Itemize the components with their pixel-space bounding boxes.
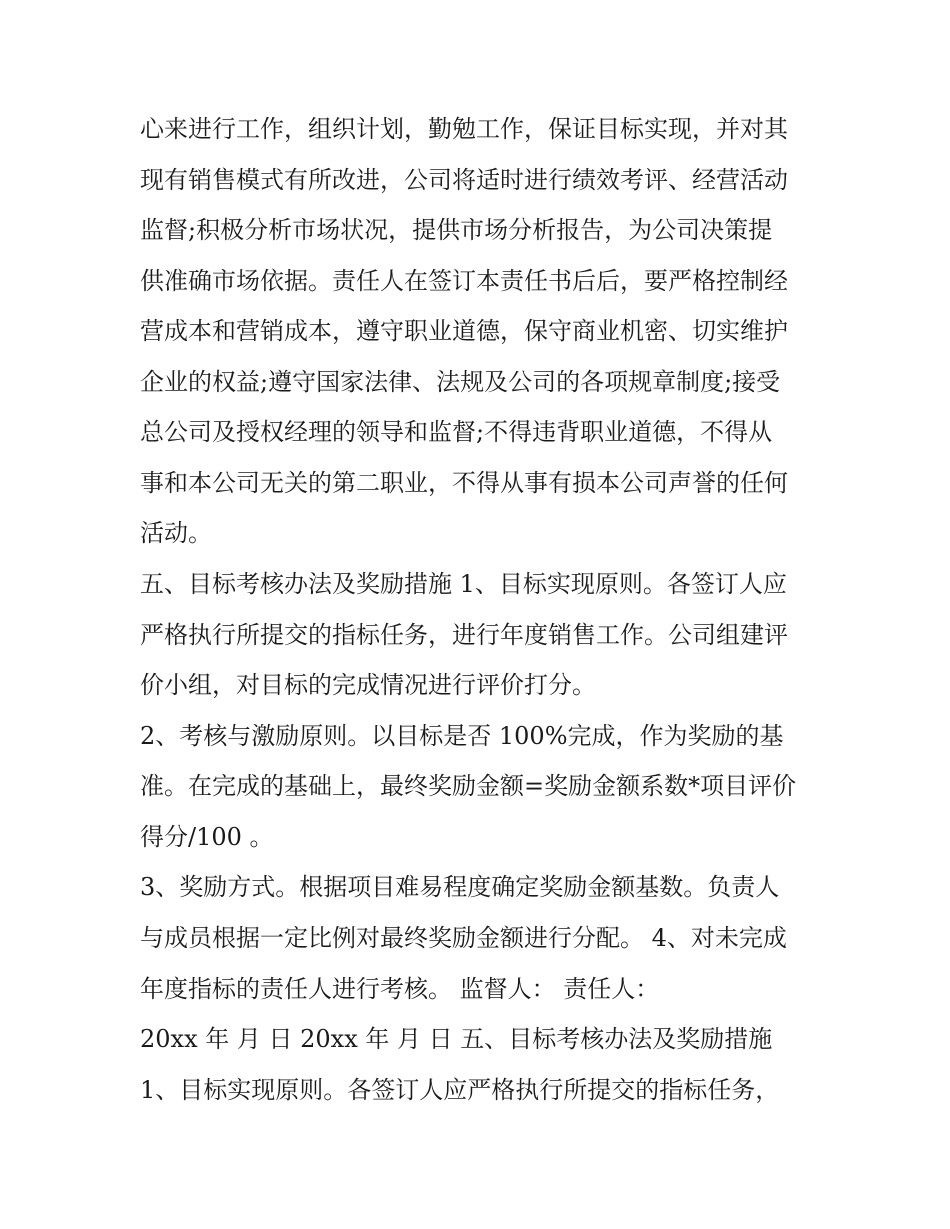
text-line: 现有销售模式有所改进，公司将适时进行绩效考评、经营活动 xyxy=(140,166,788,194)
text-line: 五、目标考核办法及奖励措施 1、目标实现原则。各签订人应 xyxy=(140,570,787,598)
text-line: 供准确市场依据。责任人在签订本责任书后后，要严格控制经 xyxy=(140,267,788,295)
text-line: 总公司及授权经理的领导和监督;不得违背职业道德，不得从 xyxy=(140,418,773,446)
text-line: 监督;积极分析市场状况，提供市场分析报告，为公司决策提 xyxy=(140,216,773,244)
text-line: 与成员根据一定比例对最终奖励金额进行分配。 4、对未完成 xyxy=(140,924,787,952)
text-line: 准。在完成的基础上，最终奖励金额=奖励金额系数*项目评价 xyxy=(140,772,797,800)
text-line: 严格执行所提交的指标任务，进行年度销售工作。公司组建评 xyxy=(140,621,788,649)
text-line: 1、目标实现原则。各签订人应严格执行所提交的指标任务， xyxy=(140,1076,780,1104)
text-line: 3、奖励方式。根据项目难易程度确定奖励金额基数。负责人 xyxy=(140,873,780,901)
text-line: 企业的权益;遵守国家法律、法规及公司的各项规章制度;接受 xyxy=(140,368,781,396)
text-line: 2、考核与激励原则。以目标是否 100%完成，作为奖励的基 xyxy=(140,722,784,750)
text-line: 活动。 xyxy=(140,519,212,547)
text-line: 营成本和营销成本，遵守职业道德，保守商业机密、切实维护 xyxy=(140,317,788,345)
text-line: 心来进行工作，组织计划，勤勉工作，保证目标实现，并对其 xyxy=(140,115,788,143)
text-line: 20xx 年 月 日 20xx 年 月 日 五、目标考核办法及奖励措施 xyxy=(140,1025,773,1053)
text-line: 年度指标的责任人进行考核。 监督人： 责任人： xyxy=(140,975,660,1003)
text-line: 价小组，对目标的完成情况进行评价打分。 xyxy=(140,671,596,699)
text-line: 事和本公司无关的第二职业，不得从事有损本公司声誉的任何 xyxy=(140,469,788,497)
text-line: 得分/100 。 xyxy=(140,823,274,851)
